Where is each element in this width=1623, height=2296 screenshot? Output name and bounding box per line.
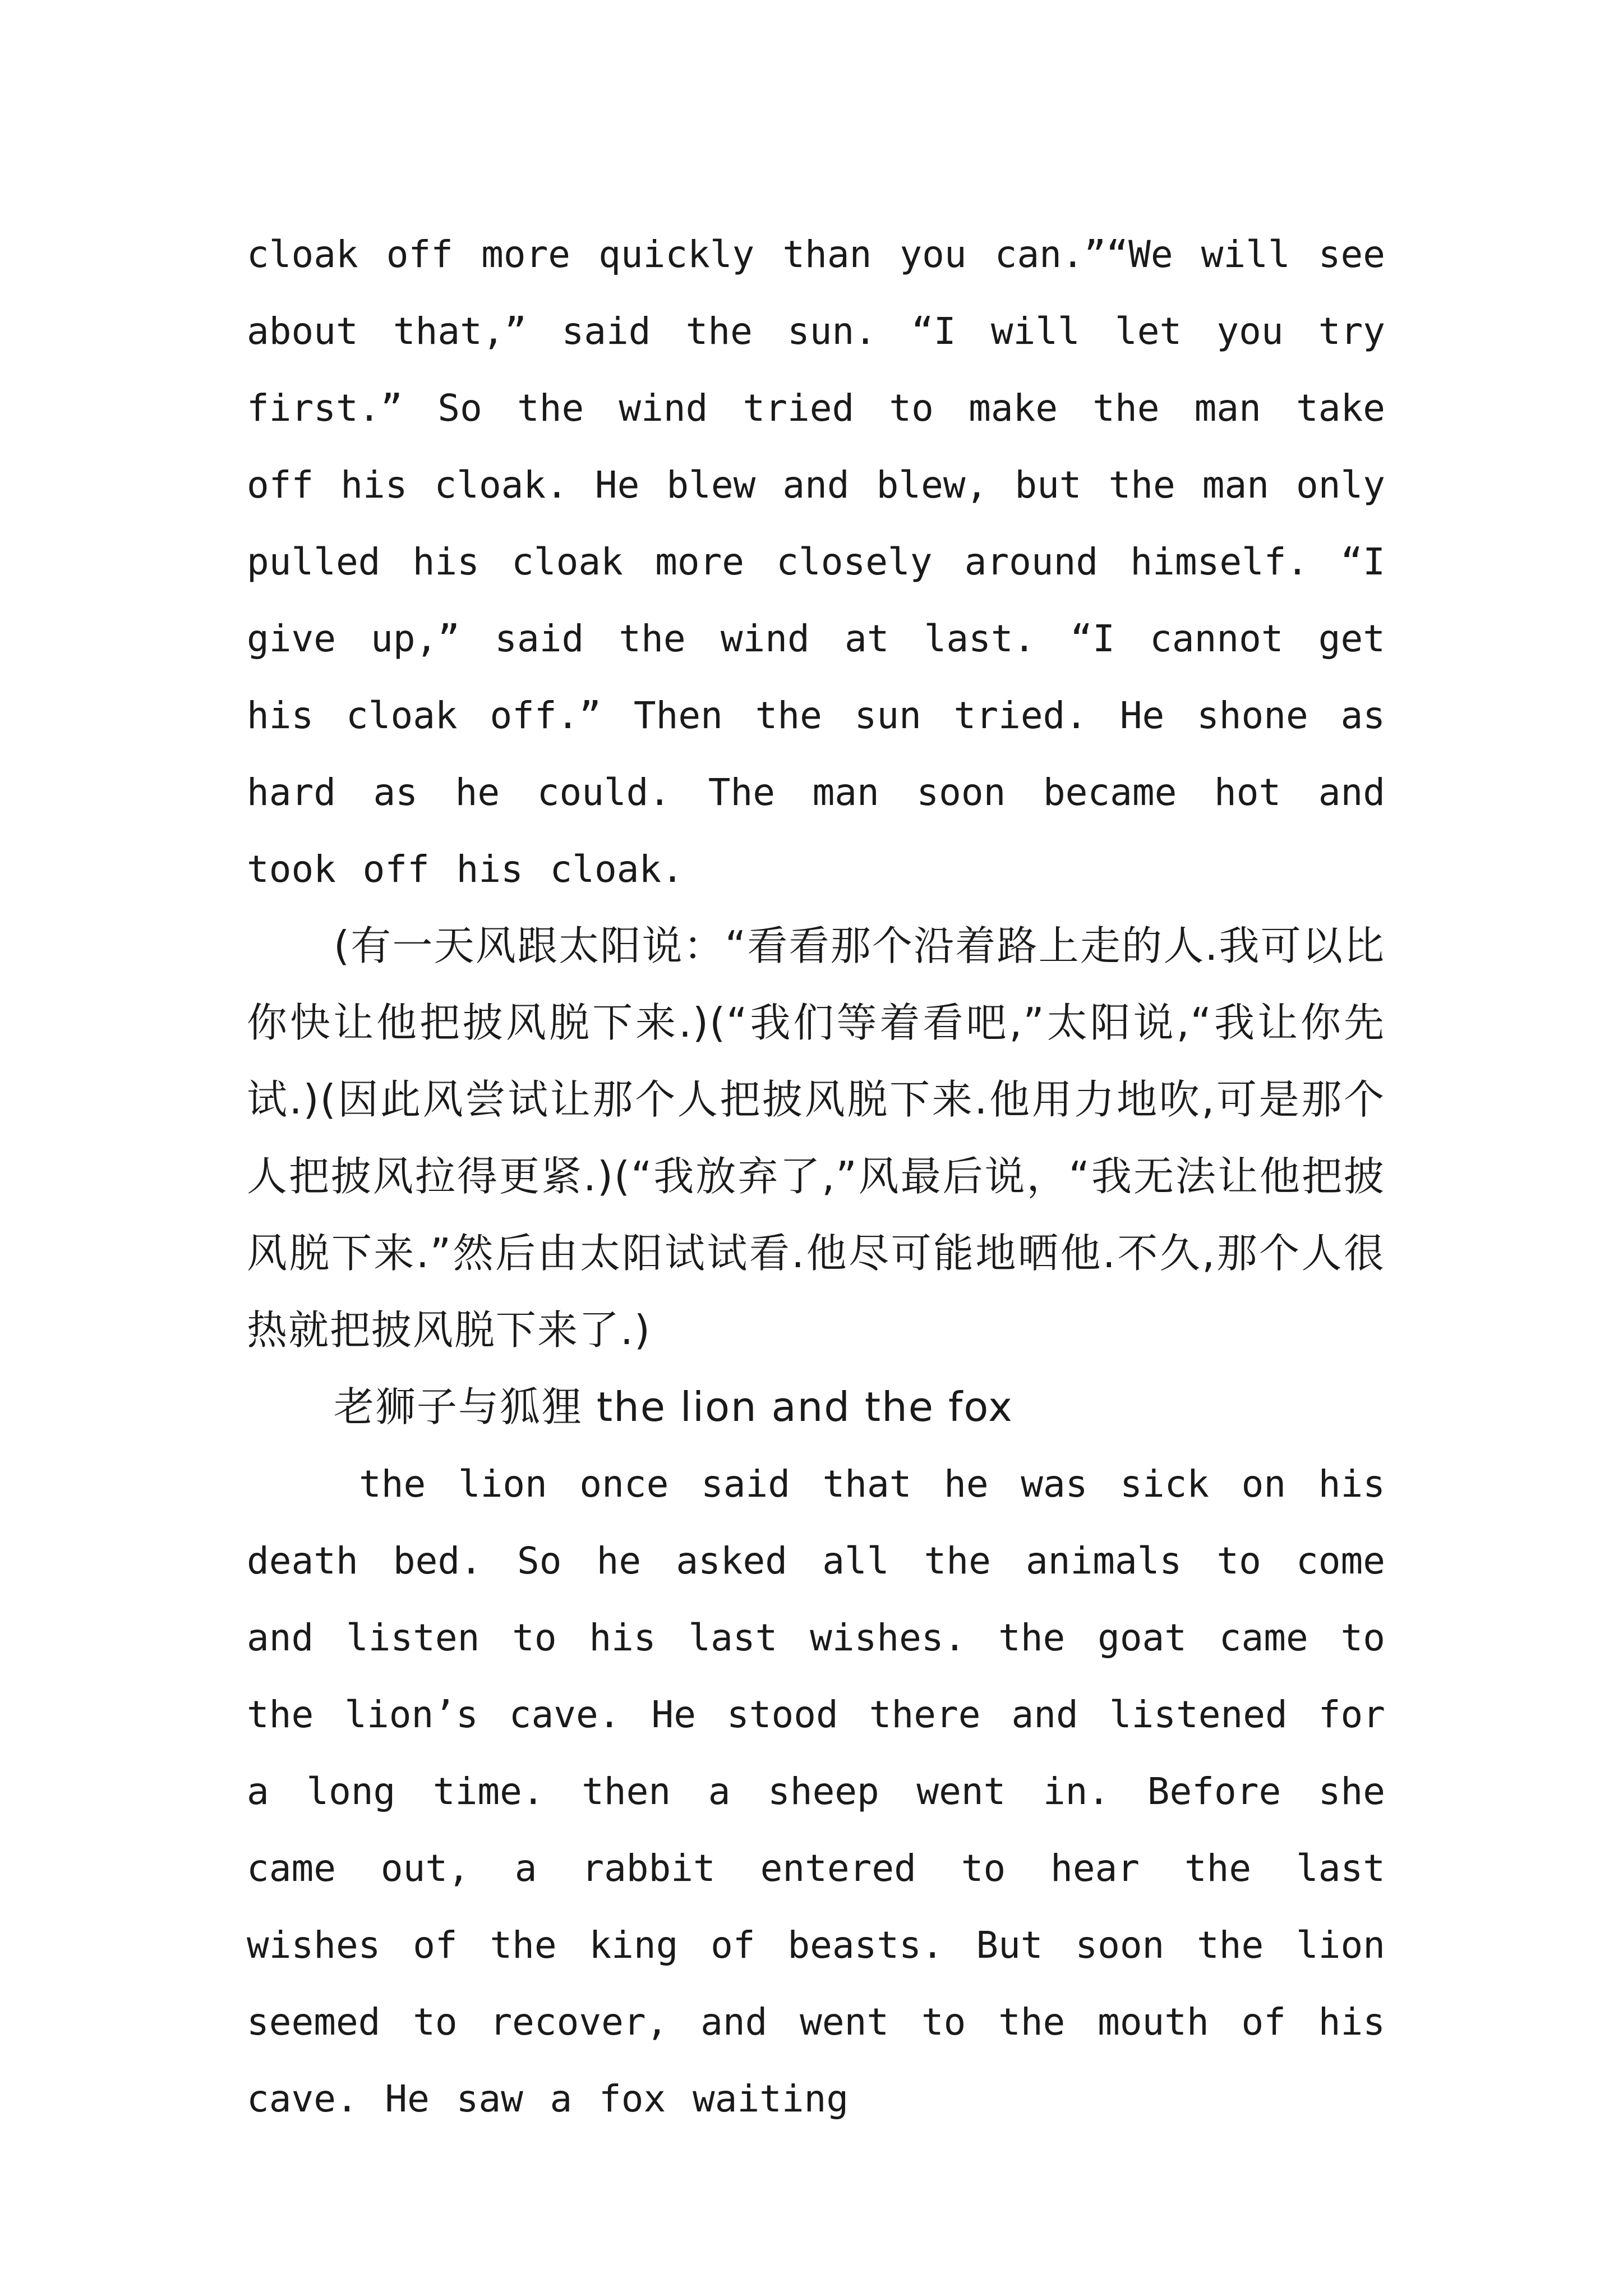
document-body — [247, 216, 1385, 2137]
paragraph-story1-chinese: (有一天风跟太阳说：“看看那个沿着路上走的人.我可以比你快让他把披风脱下来.)(“我们等着看吧,”太阳说,“我让你先试.)(因此风尝试让那个人把披风脱下来.他用力地吹,可是那个人把披风拉得更紧.)(“我放弃了,”风最后说，“我无法让他把披风脱下来.”然后由太阳试试看.他尽可能地晒他.不久,那个人很热就把披风脱下来了.) — [247, 922, 1385, 1354]
story2-title: 老狮子与狐狸 the lion and the fox — [334, 1383, 1013, 1430]
paragraph-story1-english: cloak off more quickly than you can.”“We will see about that,” said the sun. “I will let you try first.” So the wind tried to make the man take off his cloak. He blew and blew, but the man only pulled his cloak more closely around himself. “I give up,” said the wind at last. “I cannot get his cloak off.” Then the sun tried. He shone as hard as he could. The man soon became hot and took off his cloak. — [247, 233, 1385, 891]
paragraph-story2-english: the lion once said that he was sick on his death bed. So he asked all the animals to come and listen to his last wishes. the goat came to the lion’s cave. He stood there and listened for a long time. then a sheep went in. Before she came out, a rabbit entered to hear the last wishes of the king of beasts. But soon the lion seemed to recover, and went to the mouth of his cave. He saw a fox waiting — [247, 1462, 1385, 2120]
